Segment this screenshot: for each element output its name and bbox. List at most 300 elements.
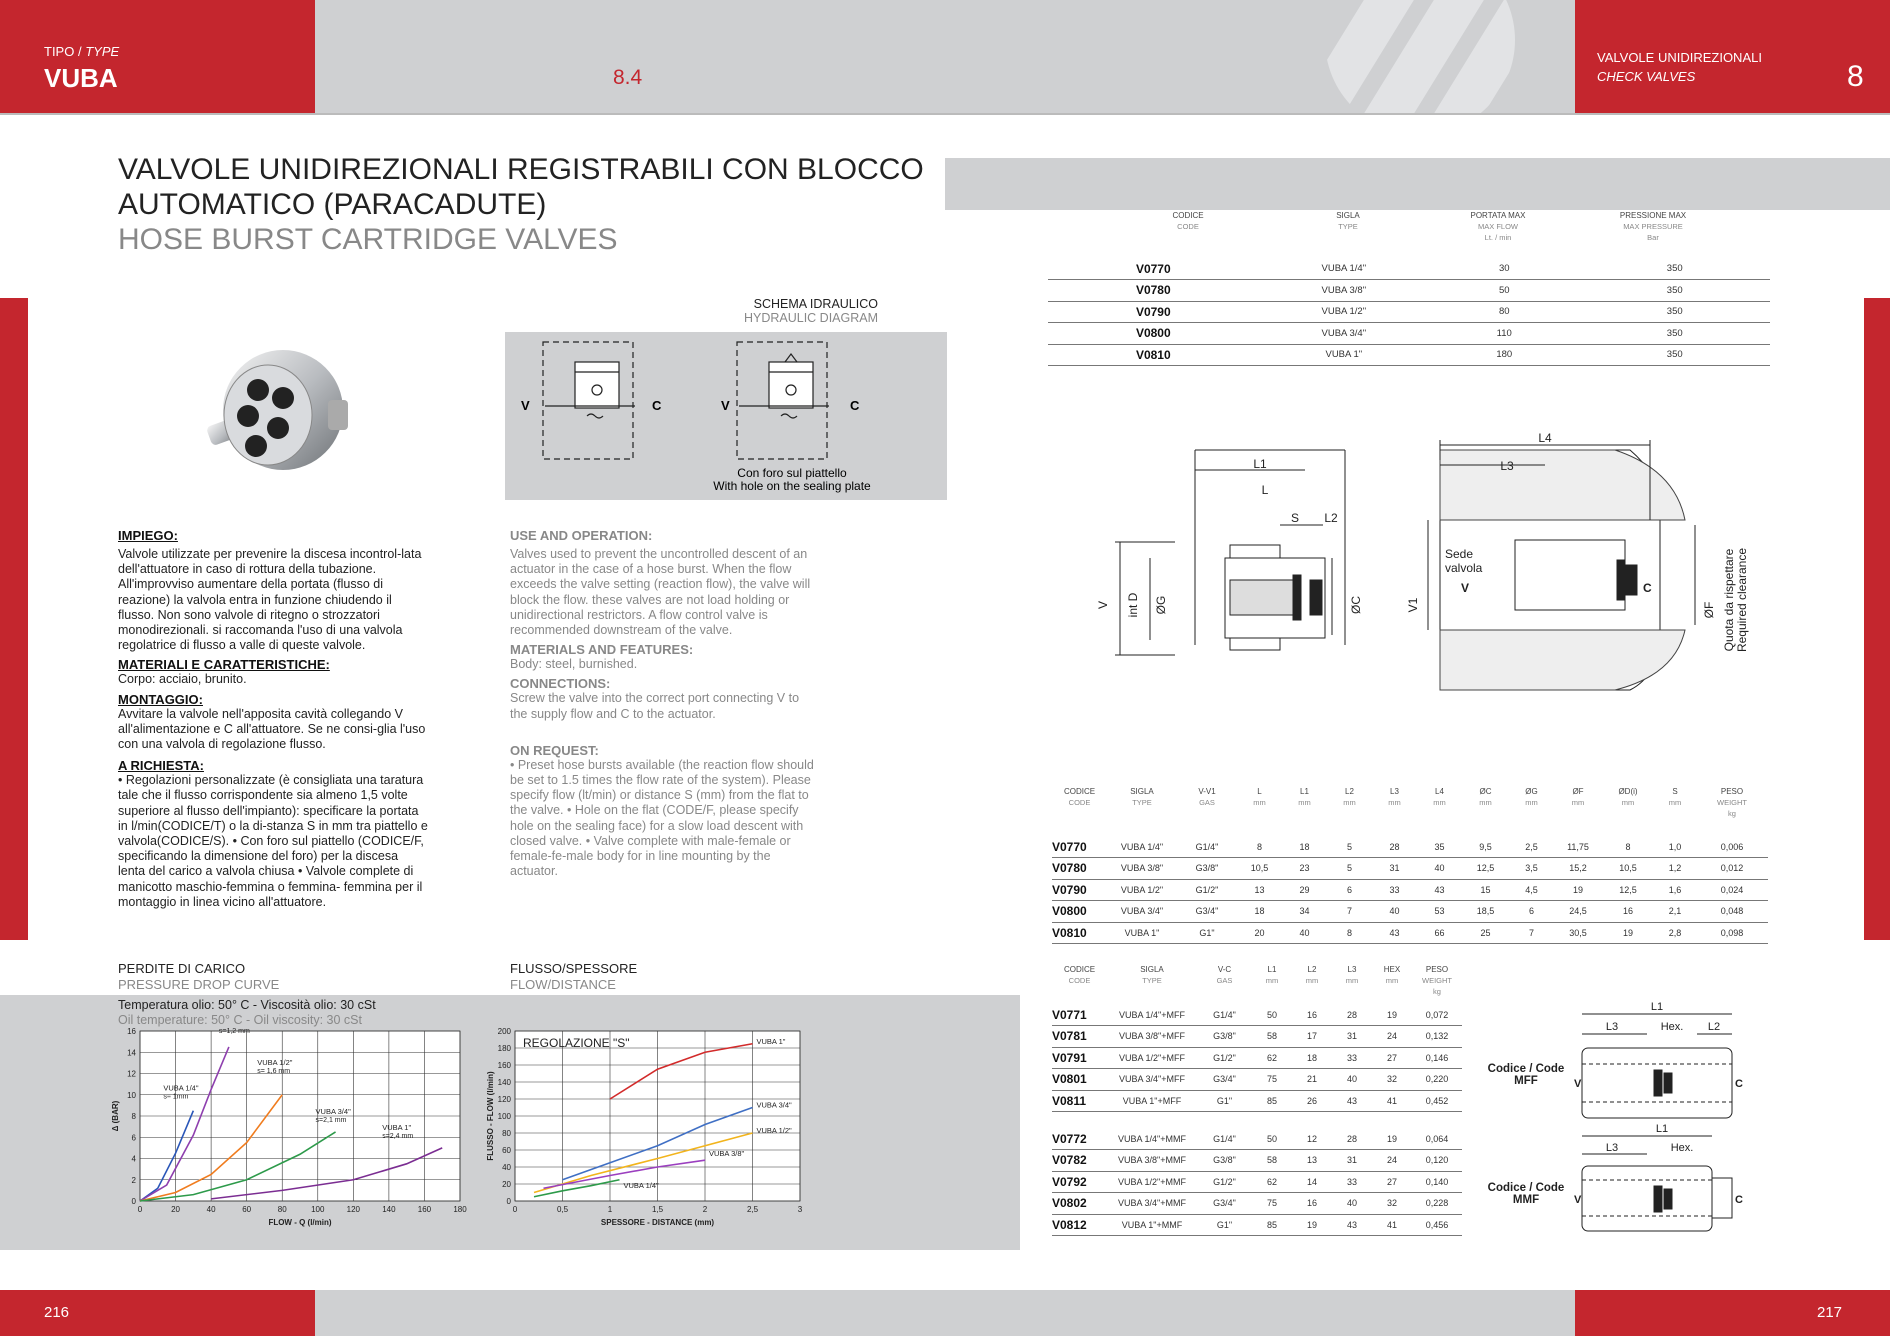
value-cell: VUBA 1/4" [1321, 263, 1367, 274]
impiego-text: Valvole utilizzate per prevenire la discesa incontrol-lata dell'attuatore in caso di rottura della tubazione. All'improvviso aumentare della portata (flusso di reazione) la valvola entra in funzione chiudendo il flusso. Non sono valvole di ritegno o strozzatori monodirezionali. si raccomanda l'uso di una valvola regolatrice di flusso a valle di queste valvole. [118, 547, 422, 653]
value-cell: 18,5 [1462, 901, 1509, 923]
table1-header-band [945, 158, 1890, 210]
value-cell: 350 [1666, 327, 1683, 339]
dimension-drawings [1095, 430, 1755, 700]
value-cell: 4,5 [1509, 879, 1554, 901]
y-tick-label: 10 [127, 1090, 136, 1100]
value-cell: VUBA 1"+MMF [1107, 1214, 1197, 1236]
x-tick-label: 0,5 [556, 1205, 569, 1214]
value-cell: 2,8 [1654, 922, 1696, 944]
series-note: s=2,4 mm [382, 1132, 414, 1140]
y-axis-label: Δ (BAR) [111, 1100, 120, 1132]
product-photo [188, 340, 360, 490]
x-tick-label: 180 [453, 1205, 467, 1214]
value-cell: 43 [1332, 1214, 1372, 1236]
t1-h-flow: PORTATA MAX MAX FLOW Lt. / min [1470, 211, 1526, 242]
value-cell: 350 [1666, 349, 1683, 361]
value-cell: VUBA 1/4"+MMF [1107, 1128, 1197, 1150]
y-tick-label: 14 [127, 1048, 136, 1058]
value-cell: 0,048 [1696, 901, 1768, 923]
value-cell: 6 [1509, 901, 1554, 923]
value-cell: 18 [1292, 1047, 1332, 1069]
value-cell: 23 [1282, 858, 1327, 880]
value-cell: 350 [1666, 306, 1683, 318]
x-tick-label: 140 [382, 1205, 396, 1214]
materials-title: MATERIALS AND FEATURES: [510, 642, 694, 658]
value-cell: 2,1 [1654, 901, 1696, 923]
value-cell: 350 [1666, 263, 1683, 274]
value-cell: 21 [1292, 1069, 1332, 1091]
value-cell: 62 [1252, 1047, 1292, 1069]
x-tick-label: 2 [702, 1205, 708, 1214]
t3-header-5: L3 mm [1345, 965, 1359, 985]
value-cell: 2,5 [1509, 836, 1554, 858]
table2-row [1052, 901, 1768, 923]
value-cell: 27 [1372, 1171, 1412, 1193]
table1-row [1048, 280, 1770, 302]
schema-panel [505, 332, 947, 500]
x-tick-label: 160 [417, 1205, 432, 1214]
t3-header-6: HEX mm [1383, 965, 1401, 985]
mmf-label: Codice / Code MMF [1487, 1182, 1565, 1206]
text-en [510, 528, 815, 879]
dim-sede: Sede [1445, 547, 1474, 561]
table3-row [1052, 1128, 1462, 1150]
value-cell: 43 [1372, 922, 1417, 944]
x-axis-label: SPESSORE - DISTANCE (mm) [600, 1218, 715, 1227]
dim-l4: L4 [1538, 431, 1552, 445]
t2-header-5: L2 mm [1343, 787, 1356, 807]
x-tick-label: 0 [512, 1205, 518, 1214]
value-cell: 50 [1252, 1004, 1292, 1026]
series-note: s= 1mm [163, 1093, 189, 1101]
value-cell: 31 [1372, 858, 1417, 880]
value-cell: VUBA 1/2" [1107, 879, 1177, 901]
value-cell: G1/2" [1197, 1171, 1252, 1193]
t2-header-12: S mm [1668, 787, 1682, 807]
table3-row [1052, 1214, 1462, 1236]
value-cell: 33 [1332, 1047, 1372, 1069]
right-side-bar [1864, 298, 1890, 940]
value-cell: 75 [1252, 1193, 1292, 1215]
table3-row [1052, 1047, 1462, 1069]
dim-quota-2: Required clearance [1735, 547, 1749, 653]
y-tick-label: 2 [131, 1175, 136, 1185]
value-cell: 28 [1332, 1128, 1372, 1150]
code-cell: V0802 [1052, 1193, 1107, 1215]
series-note: s=1,2 mm [218, 1027, 250, 1035]
hydraulic-symbols [505, 332, 947, 500]
y-tick-label: 16 [127, 1027, 136, 1036]
value-cell: 0,072 [1412, 1004, 1462, 1026]
header-divider [0, 113, 1890, 115]
value-cell: VUBA 3/4"+MMF [1107, 1193, 1197, 1215]
value-cell: 53 [1417, 901, 1462, 923]
table1-row [1048, 323, 1770, 345]
table3-header [1052, 962, 1462, 1004]
table1-row [1048, 344, 1770, 366]
page-number-left: 216 [44, 1304, 70, 1321]
table3-row [1052, 1026, 1462, 1048]
value-cell: 16 [1292, 1193, 1332, 1215]
code-cell: V0800 [1052, 901, 1107, 923]
value-cell: 19 [1602, 922, 1654, 944]
t3-header-4: L2 mm [1305, 965, 1319, 985]
value-cell: 14 [1292, 1171, 1332, 1193]
value-cell: 43 [1332, 1090, 1372, 1112]
x-tick-label: 120 [346, 1205, 361, 1214]
table2-row [1052, 879, 1768, 901]
t1-h-type: SIGLA TYPE [1336, 211, 1360, 231]
richiesta-title: A RICHIESTA: [118, 758, 204, 774]
mff-l1: L1 [1650, 1001, 1664, 1013]
t2-header-0: CODICE CODE [1063, 787, 1096, 807]
value-cell: 0,064 [1412, 1128, 1462, 1150]
pd-title: PERDITE DI CARICO [118, 961, 246, 976]
value-cell: VUBA 1/4" [1107, 836, 1177, 858]
pd-subtitle: PRESSURE DROP CURVE [118, 977, 280, 992]
y-tick-label: 8 [131, 1112, 136, 1121]
schema-subtitle: HYDRAULIC DIAGRAM [743, 311, 878, 325]
x-tick-label: 0 [137, 1205, 143, 1214]
value-cell: VUBA 1" [1107, 922, 1177, 944]
value-cell: 12,5 [1602, 879, 1654, 901]
value-cell: VUBA 1/2" [1321, 306, 1367, 318]
impiego-title: IMPIEGO: [118, 528, 178, 543]
x-tick-label: 40 [206, 1205, 216, 1214]
x-tick-label: 3 [797, 1205, 803, 1214]
value-cell: 30,5 [1554, 922, 1602, 944]
dim-l2: L2 [1324, 511, 1338, 525]
series-label: VUBA 1/4" [163, 1083, 199, 1093]
dim-s: S [1290, 511, 1300, 525]
t1-h-code: CODICE CODE [1172, 211, 1204, 231]
mmf-hex: Hex. [1670, 1142, 1694, 1154]
value-cell: 1,6 [1654, 879, 1696, 901]
value-cell: VUBA 3/8" [1107, 858, 1177, 880]
y-tick-label: 0 [506, 1197, 511, 1206]
mff-c: C [1735, 1078, 1743, 1090]
value-cell: 8 [1327, 922, 1372, 944]
value-cell: 24,5 [1554, 901, 1602, 923]
request-title: ON REQUEST: [510, 742, 599, 758]
table3-mff-body [1052, 1004, 1462, 1112]
value-cell: 62 [1252, 1171, 1292, 1193]
temp-it: Temperatura olio: 50° C - Viscosità olio: 30 cSt [118, 998, 376, 1012]
code-cell: V0781 [1052, 1026, 1107, 1048]
value-cell: 0,006 [1696, 836, 1768, 858]
value-cell: G1" [1197, 1090, 1252, 1112]
value-cell: VUBA 3/8"+MFF [1107, 1026, 1197, 1048]
value-cell: 1,0 [1654, 836, 1696, 858]
y-tick-label: 180 [497, 1044, 511, 1053]
t2-header-6: L3 mm [1388, 787, 1401, 807]
dim-int-d: int D [1126, 592, 1140, 618]
type-label: TIPO / TYPE [44, 44, 120, 59]
value-cell: 0,098 [1696, 922, 1768, 944]
value-cell: G3/4" [1197, 1193, 1252, 1215]
value-cell: G1/2" [1197, 1047, 1252, 1069]
chart-title: REGOLAZIONE "S" [523, 1036, 630, 1050]
dim-og: ØG [1154, 595, 1168, 615]
series-label: VUBA 1/2" [257, 1057, 293, 1067]
code-cell: V0801 [1052, 1069, 1107, 1091]
series-label: VUBA 3/4" [315, 1106, 351, 1116]
code-cell: V0790 [1135, 304, 1171, 319]
value-cell: 1,2 [1654, 858, 1696, 880]
mff-hex: Hex. [1660, 1021, 1684, 1033]
value-cell: 58 [1252, 1150, 1292, 1172]
value-cell: 0,120 [1412, 1150, 1462, 1172]
table3-row [1052, 1069, 1462, 1091]
value-cell: 19 [1554, 879, 1602, 901]
value-cell: 10,5 [1237, 858, 1282, 880]
t2-header-7: L4 mm [1433, 787, 1446, 807]
category-it: VALVOLE UNIDIREZIONALI [1597, 50, 1762, 65]
fd-subtitle: FLOW/DISTANCE [510, 977, 616, 992]
t3-header-1: SIGLA TYPE [1140, 965, 1164, 985]
value-cell: 66 [1417, 922, 1462, 944]
value-cell: 25 [1462, 922, 1509, 944]
value-cell: 0,452 [1412, 1090, 1462, 1112]
x-tick-label: 1,5 [651, 1205, 664, 1214]
y-tick-label: 140 [497, 1078, 511, 1087]
y-tick-label: 4 [131, 1154, 136, 1164]
value-cell: 10,5 [1602, 858, 1654, 880]
x-tick-label: 2,5 [746, 1205, 759, 1214]
value-cell: 0,228 [1412, 1193, 1462, 1215]
category-en: CHECK VALVES [1597, 69, 1696, 84]
t2-header-3: L mm [1253, 787, 1266, 807]
value-cell: 80 [1498, 306, 1510, 318]
dim-v-port: V [1461, 581, 1470, 595]
y-tick-label: 80 [502, 1129, 511, 1138]
value-cell: 24 [1372, 1150, 1412, 1172]
schema-c-2: C [850, 398, 860, 413]
value-cell: G3/8" [1177, 858, 1237, 880]
mff-v: V [1574, 1078, 1582, 1090]
schema-v-2: V [721, 398, 730, 413]
value-cell: 7 [1509, 922, 1554, 944]
value-cell: 24 [1372, 1026, 1412, 1048]
value-cell: 15 [1462, 879, 1509, 901]
value-cell: G1/4" [1197, 1128, 1252, 1150]
t1-h-pressure: PRESSIONE MAX MAX PRESSURE Bar [1619, 211, 1687, 242]
value-cell: 31 [1332, 1026, 1372, 1048]
value-cell: G3/8" [1197, 1150, 1252, 1172]
fd-title: FLUSSO/SPESSORE [510, 961, 638, 976]
series-label: VUBA 3/4" [756, 1100, 792, 1110]
code-cell: V0780 [1135, 283, 1171, 298]
t3-header-2: V-C GAS [1216, 965, 1233, 985]
header-stripes-decoration [1270, 0, 1575, 113]
schema-title: SCHEMA IDRAULICO [753, 297, 878, 311]
x-tick-label: 60 [242, 1205, 252, 1214]
code-cell: V0800 [1135, 326, 1171, 341]
y-tick-label: 6 [131, 1133, 136, 1143]
text-it [118, 528, 428, 910]
schema-v-1: V [521, 398, 530, 413]
table1-row [1048, 301, 1770, 323]
code-cell: V0770 [1052, 836, 1107, 858]
table3-mmf-body [1052, 1128, 1462, 1236]
value-cell: 180 [1496, 349, 1513, 361]
code-cell: V0791 [1052, 1047, 1107, 1069]
value-cell: 19 [1372, 1004, 1412, 1026]
table2-row [1052, 836, 1768, 858]
value-cell: 0,132 [1412, 1026, 1462, 1048]
use-text: Valves used to prevent the uncontrolled descent of an actuator in the case of a hose burst. When the flow exceeds the valve setting (reaction flow), the valve will block the flow. these valves are not load holding or unidirectional restrictors. A flow control valve is recommended downstream of the valve. [510, 547, 811, 638]
value-cell: 34 [1282, 901, 1327, 923]
value-cell: VUBA 3/4"+MFF [1107, 1069, 1197, 1091]
header-left-block [0, 0, 315, 113]
table2-header [1052, 776, 1772, 826]
dim-v1: V1 [1406, 597, 1420, 613]
t3-header-3: L1 mm [1265, 965, 1279, 985]
value-cell: 35 [1417, 836, 1462, 858]
value-cell: 29 [1282, 879, 1327, 901]
t2-header-13: PESO WEIGHT kg [1717, 787, 1747, 818]
value-cell: G1" [1197, 1214, 1252, 1236]
pressure-drop-chart [100, 1027, 470, 1237]
value-cell: 19 [1292, 1214, 1332, 1236]
page-number-right: 217 [1817, 1304, 1843, 1321]
series-label: VUBA 1/2" [756, 1126, 792, 1135]
table2-body [1052, 836, 1768, 944]
mmf-c: C [1735, 1194, 1743, 1206]
x-tick-label: 1 [607, 1205, 613, 1214]
request-text: • Preset hose bursts available (the reaction flow should be set to 1.5 times the flow rate of the system). Please specify flow (lt/min) or distance S (mm) from the flat to the valve. • Hole on the flat (CODE/F, please specify hole on the sealing face) for a slow load descent with closed valve. • Valve complete with male-female or female-fe-male body for in line mounting by the actuator. [510, 757, 814, 879]
mff-label: Codice / Code MFF [1487, 1063, 1565, 1087]
table3-row [1052, 1150, 1462, 1172]
value-cell: 17 [1292, 1026, 1332, 1048]
dim-v: V [1096, 600, 1110, 610]
value-cell: VUBA 3/4" [1107, 901, 1177, 923]
dim-l1: L1 [1253, 457, 1267, 471]
value-cell: 19 [1372, 1128, 1412, 1150]
value-cell: 50 [1252, 1128, 1292, 1150]
t2-header-4: L1 mm [1298, 787, 1311, 807]
footer-grey [315, 1290, 1575, 1336]
table2-row [1052, 922, 1768, 944]
value-cell: 32 [1372, 1069, 1412, 1091]
value-cell: 28 [1332, 1004, 1372, 1026]
value-cell: 12,5 [1462, 858, 1509, 880]
table3-row [1052, 1090, 1462, 1112]
value-cell: G1" [1177, 922, 1237, 944]
value-cell: 41 [1372, 1214, 1412, 1236]
t2-header-8: ØC mm [1479, 787, 1492, 807]
connections-title: CONNECTIONS: [510, 676, 611, 692]
t2-header-11: ØD(i) mm [1618, 787, 1638, 807]
schema-caption-2: With hole on the sealing plate [713, 479, 871, 493]
value-cell: 350 [1666, 284, 1683, 296]
dim-l3: L3 [1500, 459, 1514, 473]
value-cell: G1/4" [1177, 836, 1237, 858]
value-cell: 28 [1372, 836, 1417, 858]
materiali-title: MATERIALI E CARATTERISTICHE: [118, 657, 330, 673]
value-cell: 31 [1332, 1150, 1372, 1172]
schema-c-1: C [652, 398, 662, 413]
charts-band [0, 995, 1020, 1250]
value-cell: 11,75 [1554, 836, 1602, 858]
value-cell: 110 [1496, 327, 1512, 339]
value-cell: G3/4" [1197, 1069, 1252, 1091]
x-tick-label: 100 [311, 1205, 325, 1214]
y-tick-label: 20 [502, 1180, 511, 1189]
value-cell: 15,2 [1554, 858, 1602, 880]
value-cell: 12 [1292, 1128, 1332, 1150]
dim-c-port: C [1643, 581, 1652, 595]
t3-header-7: PESO WEIGHT kg [1422, 965, 1452, 996]
value-cell: 0,220 [1412, 1069, 1462, 1091]
table1-row [1048, 258, 1770, 280]
richiesta-text: • Regolazioni personalizzate (è consigliata una taratura tale che il flusso corrispondente sia almeno 1,5 volte superiore al flusso dell'impianto): specificare la portata in l/min(CODICE/T) o la di-stanza S in mm tra piattello e valvola(CODICE/S). • Con foro sul piattello (CODICE/F, specificando la dimensione del foro) per la discesa lenta del carico a valvola chiusa • Valvole complete di manicotto maschio-femmina o femmina- femmina per il montaggio in linea vicino all'attuatore. [118, 773, 428, 909]
value-cell: 30 [1498, 263, 1510, 274]
t2-header-10: ØF mm [1571, 787, 1585, 807]
value-cell: 6 [1327, 879, 1372, 901]
value-cell: 16 [1602, 901, 1654, 923]
code-cell: V0811 [1052, 1090, 1107, 1112]
value-cell: 16 [1292, 1004, 1332, 1026]
y-tick-label: 200 [497, 1027, 511, 1036]
value-cell: VUBA 1" [1325, 349, 1363, 361]
code-cell: V0771 [1052, 1004, 1107, 1026]
t2-header-2: V-V1 GAS [1198, 787, 1216, 807]
mmf-l1: L1 [1655, 1123, 1669, 1135]
value-cell: 85 [1252, 1090, 1292, 1112]
table3-row [1052, 1171, 1462, 1193]
value-cell: 20 [1237, 922, 1282, 944]
value-cell: 0,146 [1412, 1047, 1462, 1069]
table3-row [1052, 1193, 1462, 1215]
value-cell: G3/8" [1197, 1026, 1252, 1048]
fittings-drawings [1572, 998, 1752, 1238]
y-tick-label: 120 [497, 1095, 511, 1104]
montaggio-text: Avvitare la valvole nell'apposita cavità collegando V all'alimentazione e C all'attuatore. Se ne consi-glia l'uso con una valvola di regolazione flusso. [118, 706, 426, 752]
dim-of: ØF [1702, 601, 1716, 619]
value-cell: G1/4" [1197, 1004, 1252, 1026]
value-cell: VUBA 3/4" [1321, 327, 1367, 339]
use-title: USE AND OPERATION: [510, 528, 653, 543]
value-cell: 3,5 [1509, 858, 1554, 880]
table2-row [1052, 858, 1768, 880]
series-label: VUBA 1" [756, 1036, 786, 1046]
page-title: VALVOLE UNIDIREZIONALI REGISTRABILI CON BLOCCO AUTOMATICO (PARACADUTE) HOSE BURST CARTRIDGE VALVES [118, 153, 924, 256]
value-cell: 9,5 [1462, 836, 1509, 858]
value-cell: 13 [1237, 879, 1282, 901]
series-label: VUBA 1/4" [623, 1180, 659, 1190]
header-right-block [1575, 0, 1890, 113]
code-cell: V0782 [1052, 1150, 1107, 1172]
series-note: s=2,1 mm [315, 1116, 347, 1124]
value-cell: VUBA 1/2"+MMF [1107, 1171, 1197, 1193]
series-label: VUBA 1" [382, 1122, 412, 1132]
value-cell: 0,024 [1696, 879, 1768, 901]
temp-en: Oil temperature: 50° C - Oil viscosity: 30 cSt [118, 1013, 362, 1027]
y-tick-label: 100 [497, 1112, 511, 1121]
code-cell: V0810 [1135, 347, 1171, 362]
mff-l3: L3 [1605, 1021, 1619, 1033]
x-axis-label: FLOW - Q (l/min) [268, 1218, 332, 1227]
value-cell: 8 [1237, 836, 1282, 858]
y-axis-label: FLUSSO - FLOW (l/min) [486, 1071, 495, 1161]
dim-oc: ØC [1349, 596, 1363, 614]
t2-header-1: SIGLA TYPE [1130, 787, 1154, 807]
dim-quota-1: Quota da rispettare [1722, 548, 1736, 652]
value-cell: 40 [1332, 1069, 1372, 1091]
y-tick-label: 12 [127, 1069, 136, 1079]
